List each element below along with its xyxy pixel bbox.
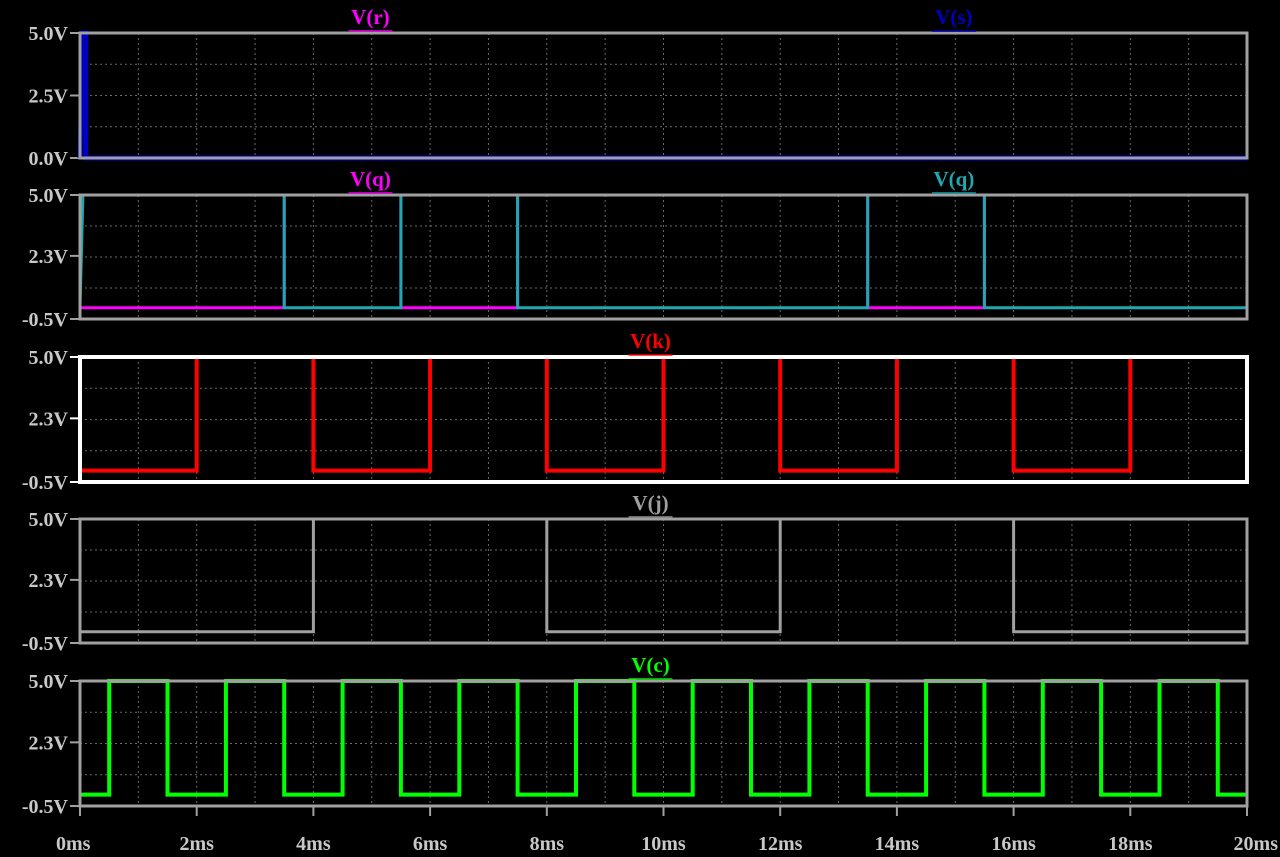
- y-tick-label: 2.3V: [28, 408, 68, 431]
- x-tick-label: 0ms: [56, 833, 91, 855]
- y-tick-label: 5.0V: [28, 509, 68, 531]
- trace-label[interactable]: V(q): [349, 167, 391, 191]
- x-tick-label: 10ms: [641, 833, 686, 855]
- y-tick-label: 2.3V: [28, 732, 68, 755]
- plot-pane[interactable]: [22, 653, 1247, 818]
- plot-pane[interactable]: [29, 5, 1247, 170]
- x-tick-label: 20ms: [1233, 833, 1278, 855]
- x-tick-label: 6ms: [412, 833, 448, 855]
- y-tick-label: -0.5V: [21, 472, 68, 494]
- x-tick-label: 2ms: [179, 833, 214, 855]
- y-tick-label: 5.0V: [28, 23, 68, 45]
- trace-label[interactable]: V(c): [631, 653, 670, 677]
- plot-pane[interactable]: [22, 167, 1247, 331]
- y-tick-label: -0.5V: [21, 796, 68, 818]
- x-tick-label: 18ms: [1108, 833, 1153, 855]
- y-tick-label: -0.5V: [21, 633, 68, 655]
- plot-pane[interactable]: [22, 491, 1247, 655]
- x-tick-label: 4ms: [296, 833, 331, 855]
- trace-label[interactable]: V(j): [632, 491, 669, 515]
- x-axis: [56, 806, 1278, 855]
- y-tick-label: 2.3V: [28, 245, 68, 268]
- y-tick-label: 5.0V: [28, 347, 68, 369]
- trace-label[interactable]: V(k): [630, 329, 671, 353]
- y-tick-label: 2.3V: [28, 569, 68, 592]
- y-tick-label: 0.0V: [28, 148, 68, 170]
- x-tick-label: 16ms: [991, 833, 1036, 855]
- plot-pane[interactable]: [22, 329, 1247, 494]
- y-tick-label: -0.5V: [21, 309, 68, 331]
- x-tick-label: 8ms: [529, 833, 565, 855]
- trace-label[interactable]: V(r): [351, 5, 390, 29]
- y-tick-label: 5.0V: [28, 671, 68, 693]
- x-tick-label: 14ms: [874, 833, 920, 855]
- y-tick-label: 5.0V: [28, 185, 68, 207]
- trace-label[interactable]: V(s): [935, 5, 973, 29]
- y-tick-label: 2.5V: [28, 85, 68, 108]
- trace-label[interactable]: V(q): [933, 167, 975, 191]
- x-tick-label: 12ms: [757, 833, 803, 855]
